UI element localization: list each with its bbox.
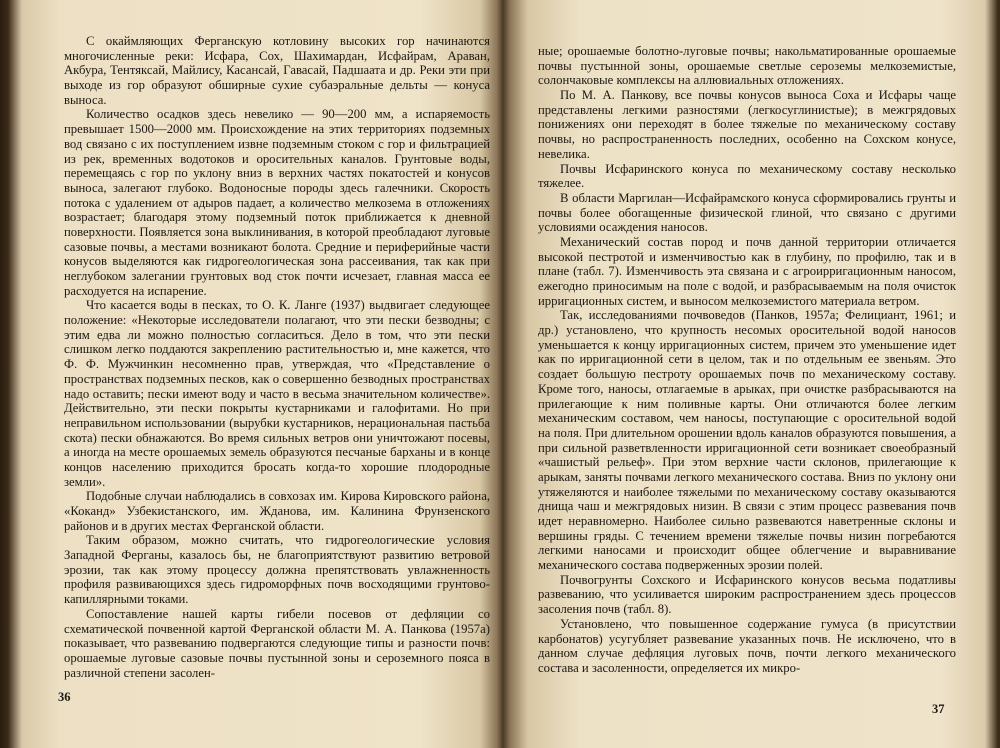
paragraph: По М. А. Панкову, все почвы конусов выноса Соха и Исфары чаще представлены легкими разностями (легкосуглинистые); в межгрядовых понижениях они переходят в более тяжелые по механическому составу почвы, но распространенность последних, особенно на Сохском конусе, невелика. — [538, 88, 956, 161]
paragraph: ные; орошаемые болотно-луговые почвы; накольматированные орошаемые почвы пустынной зоны, орошаемые светлые сероземы мелкоземистые, солончаковые комплексы на аллювиальных отложениях. — [538, 44, 956, 88]
paragraph: Механический состав пород и почв данной территории отличается высокой пестротой и изменчивостью как в глубину, по профилю, так и в плане (табл. 7). Изменчивость эта связана и с агроирригационным наносом, ежегодно приносимым на поле с водой, и разбрасываемым на поля очисток ирригационных систем, и выносом мелкоземистого материала ветром. — [538, 234, 956, 308]
left-page — [22, 0, 498, 748]
page-number-right: 37 — [932, 702, 945, 716]
paragraph: Сопоставление нашей карты гибели посевов от дефляции со схематической почвенной картой Ферганской области М. А. Панкова (1957а) показывает, что развеванию подвергаются следующие типы и разности почв: орошаемые луговые сазовые почвы пустынной зоны и сероземного пояса в различной степени засолен- — [64, 606, 490, 680]
paragraph: Что касается воды в песках, то О. К. Ланге (1937) выдвигает следующее положение: «Некоторые исследователи полагают, что эти пески безводны; с этим едва ли можно полностью согласиться. Дело в том, что эти пески слишком легко поддаются закреплению растительностью и, мне кажется, что Ф. Ф. Мужчинкин несомненно прав, утверждая, что «Представление о пространствах подземных песков, как о совершенно безводных пространствах надо оставить; пески имеют воду и часто в весьма значительном количестве». Действительно, эти пески покрыты кустарниками и галофитами. Но при неправильном использовании (вырубки кустарников, нерациональная пастьба скота) пески обнажаются. Во время сильных ветров они уничтожают посевы, а иногда на месте орошаемых земель образуются песчаные барханы и в конце концов населению приходится бросать когда-то хорошие плодородные земли». — [64, 298, 490, 489]
paragraph: Так, исследованиями почвоведов (Панков, 1957а; Фелициант, 1961; и др.) установлено, что крупность несомых оросительной водой наносов уменьшается к концу ирригационных систем, причем это уменьшение идет как по ирригационной сети в целом, так и по отдельным ее звеньям. Это создает большую пестроту орошаемых почв по механическому составу. Кроме того, наносы, отлагаемые в арыках, при очистке разбрасываются на прилегающие к ним поливные карты. Они отличаются более легким механическим составом, чем наносы, поступающие с оросительной водой на поля. При длительном орошении вдоль каналов образуются повышения, а при сильной разветвленности ирригационной сети возникает своеобразный «чашистый рельеф». При этом верхние части склонов, прилегающие к арыкам, заняты почвами легкого механического состава. Вниз по уклону они утяжеляются и наиболее тяжелыми по механическому составу оказываются днища чаш и межгрядовых низин. В связи с этим процесс развевания почв идет неравномерно. Наиболее сильно развеваются наветренные склоны и вершины гряды. С течением времени тяжелые почвы низин погребаются легкими наносами и происходит общее облегчение и выравнивание механического состава подверженных эрозии полей. — [538, 308, 956, 573]
paragraph: В области Маргилан—Исфайрамского конуса сформировались грунты и почвы более обогащенные физической глиной, что связано с другими условиями осаждения наносов. — [538, 190, 956, 235]
right-page — [512, 0, 978, 748]
right-page-body — [538, 44, 956, 676]
paragraph: Таким образом, можно считать, что гидрогеологические условия Западной Ферганы, казалось бы, не благоприятствуют развитию ветровой эрозии, так как этому процессу должна препятствовать увлажненность профиля развивающихся здесь гидроморфных почв восходящими грунтово-капиллярными токами. — [64, 533, 490, 607]
paragraph: Установлено, что повышенное содержание гумуса (в присутствии карбонатов) усугубляет развевание указанных почв. Не исключено, что в данном случае дефляция луговых почв, почти легкого механического состава и засоленности, определяется их микро- — [538, 616, 956, 675]
paragraph: Почвогрунты Сохского и Исфаринского конусов весьма податливы развеванию, что усиливается широким распространением здесь процессов засоления почв (табл. 8). — [538, 572, 956, 617]
paragraph: С окаймляющих Ферганскую котловину высоких гор начинаются многочисленные реки: Исфара, Сох, Шахимардан, Исфайрам, Араван, Акбура, Тентяксай, Майлису, Касансай, Гавасай, Падшаата и др. Реки эти при выходе из гор образуют обширные сухие субаэральные дельты — конуса выноса. — [64, 34, 490, 107]
page-number-left: 36 — [58, 690, 71, 704]
paragraph: Подобные случаи наблюдались в совхозах им. Кирова Кировского района, «Коканд» Узбекистанского, им. Жданова, им. Калинина Фрунзенского районов и в других местах Ферганской области. — [64, 489, 490, 533]
paragraph: Почвы Исфаринского конуса по механическому составу несколько тяжелее. — [538, 161, 956, 191]
left-page-body — [64, 34, 490, 680]
paragraph: Количество осадков здесь невелико — 90—200 мм, а испаряемость превышает 1500—2000 мм. Происхождение на этих территориях подземных вод связано с их поступлением извне подземным стоком с гор и фильтрацией из рек, временных водотоков и оросительных каналов. Грунтовые воды, перемещаясь с гор по уклону вниз в верхних частях покатостей и конусов выноса, залегают глубоко. Водоносные породы здесь галечники. Скорость потока с удалением от адыров падает, а количество мелкозема в отложениях возрастает; благодаря этому подземный поток приближается к дневной поверхности. Появляется зона выклинивания, в которой преобладают луговые сазовые почвы, а местами возникают болота. Средние и периферийные части конусов выделяются как гидрогеологическая зона рассеивания, так как при неглубоком залегании грунтовых вод сток почти исчезает, главная масса ее расходуется на испарение. — [64, 107, 490, 298]
